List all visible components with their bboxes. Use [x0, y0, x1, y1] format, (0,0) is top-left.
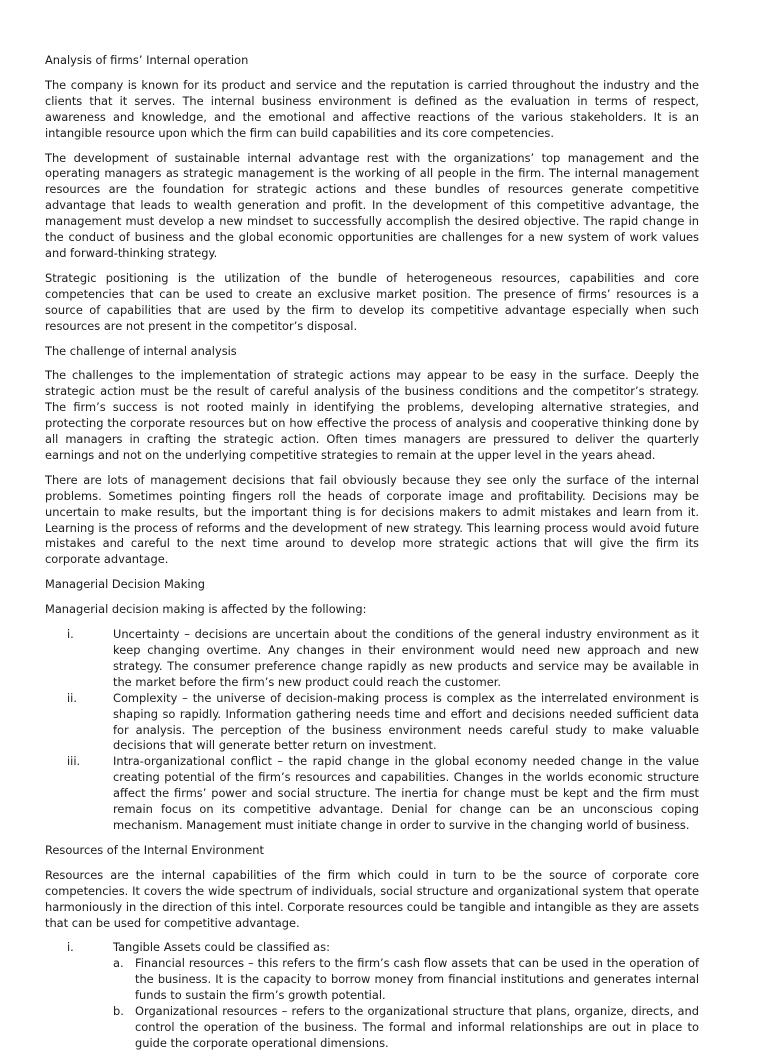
list-item: [45, 627, 699, 691]
list-numeral: iii.: [67, 754, 81, 769]
sublist-item-text: Organizational resources – refers to the organizational structure that plans, organize, directs, and control the operation of the business. The formal and informal relationships are out in place to guide the corporate operational dimensions.: [135, 1004, 699, 1050]
sublist-letter: b.: [113, 1004, 124, 1019]
list-item: [45, 754, 699, 834]
sublist-item-text: Financial resources – this refers to the firm’s cash flow assets that can be used in the operation of the business. It is the capacity to borrow money from financial institutions and generates internal funds to sustain the firm’s growth potential.: [135, 956, 699, 1003]
paragraph: Managerial decision making is affected by the following:: [45, 602, 367, 617]
section-heading-decision-making: Managerial Decision Making: [45, 577, 205, 592]
list-item-text: Tangible Assets could be classified as:: [113, 940, 330, 955]
sublist-item: [113, 956, 699, 1004]
paragraph: The development of sustainable internal advantage rest with the organizations’ top management and the operating managers as strategic management is the working of all people in the firm. The internal management resources are the foundation for strategic actions and these bundles of resources generate competitive advantage that leads to wealth generation and profit. In the development of this competitive advantage, the management must develop a new mindset to successfully accomplish the desired objective. The rapid change in the conduct of business and the global economic opportunities are challenges for a new system of work values and forward-thinking strategy.: [45, 150, 699, 260]
section-heading-resources: Resources of the Internal Environment: [45, 842, 264, 857]
list-numeral: i.: [67, 627, 74, 642]
roman-list-resources: [45, 940, 699, 1051]
list-numeral: i.: [67, 940, 74, 955]
sublist-item: [113, 1004, 699, 1052]
list-item-body: [113, 940, 699, 1051]
paragraph: Strategic positioning is the utilization of the bundle of heterogeneous resources, capabilities and core competencies that can be used to create an exclusive market position. The presence of firms’ resources is a source of capabilities that are used by the firm to develop its competitive advantage especially when such resources are not present in the competitor’s disposal.: [45, 270, 699, 333]
document-body: [45, 53, 699, 1061]
list-item-text: Intra-organizational conflict – the rapid change in the global economy needed change in the value creating potential of the firm’s resources and capabilities. Changes in the worlds economic structure affect the firms’ power and social structure. The inertia for change must be kept and the firm must remain focus on its competitive advantage. Denial for change can be an unconscious coping mechanism. Management must initiate change in order to survive in the changing world of business.: [113, 754, 699, 832]
list-item-text: Complexity – the universe of decision-making process is complex as the interrelated environment is shaping so rapidly. Information gathering needs time and effort and decisions needed sufficient data for analysis. The perception of the business environment needs careful study to make valuable decisions that will generate better return on investment.: [113, 690, 699, 753]
list-item-text: Uncertainty – decisions are uncertain about the conditions of the general industry environment as it keep changing overtime. Any changes in their environment would need new approach and new strategy. The consumer preference change rapidly as new products and service may be available in the market before the firm’s new product could reach the customer.: [113, 627, 699, 689]
paragraph: The challenges to the implementation of strategic actions may appear to be easy in the surface. Deeply the strategic action must be the result of careful analysis of the business conditions and the competitor’s strategy. The firm’s success is not rooted mainly in identifying the problems, developing alternative strategies, and protecting the corporate resources but on how effective the process of analysis and cooperative thinking done by all managers in crafting the strategic action. Often times managers are pressured to deliver the quarterly earnings and not on the underlying competitive strategies to remain at the upper level in the years ahead.: [45, 368, 699, 462]
sublist-letter: a.: [113, 956, 124, 971]
letter-sublist: [113, 956, 699, 1051]
paragraph: The company is known for its product and service and the reputation is carried throughout the industry and the clients that it serves. The internal business environment is defined as the evaluation in terms of respect, awareness and knowledge, and the emotional and affective reactions of the various stakeholders. It is an intangible resource upon which the firm can build capabilities and its core competencies.: [45, 77, 699, 140]
section-heading-internal-operation: Analysis of firms’ Internal operation: [45, 53, 249, 67]
list-numeral: ii.: [67, 690, 77, 705]
paragraph: Resources are the internal capabilities of the firm which could in turn to be the source of corporate core competencies. It covers the wide spectrum of individuals, social structure and organizational system that operate harmoniously in the direction of this intel. Corporate resources could be tangible and intangible as they are assets that can be used for competitive advantage.: [45, 867, 699, 930]
list-item: [45, 691, 699, 755]
paragraph: There are lots of management decisions that fail obviously because they see only the surface of the internal problems. Sometimes pointing fingers roll the heads of corporate image and profitability. Decisions may be uncertain to make results, but the important thing is for decisions makers to admit mistakes and learn from it. Learning is the process of reforms and the development of new strategy. This learning process would avoid future mistakes and careful to the next time around to develop more strategic actions that will give the firm its corporate advantage.: [45, 472, 699, 567]
list-item: [45, 940, 699, 1051]
section-heading-challenge: The challenge of internal analysis: [45, 343, 237, 358]
roman-list: [45, 627, 699, 834]
